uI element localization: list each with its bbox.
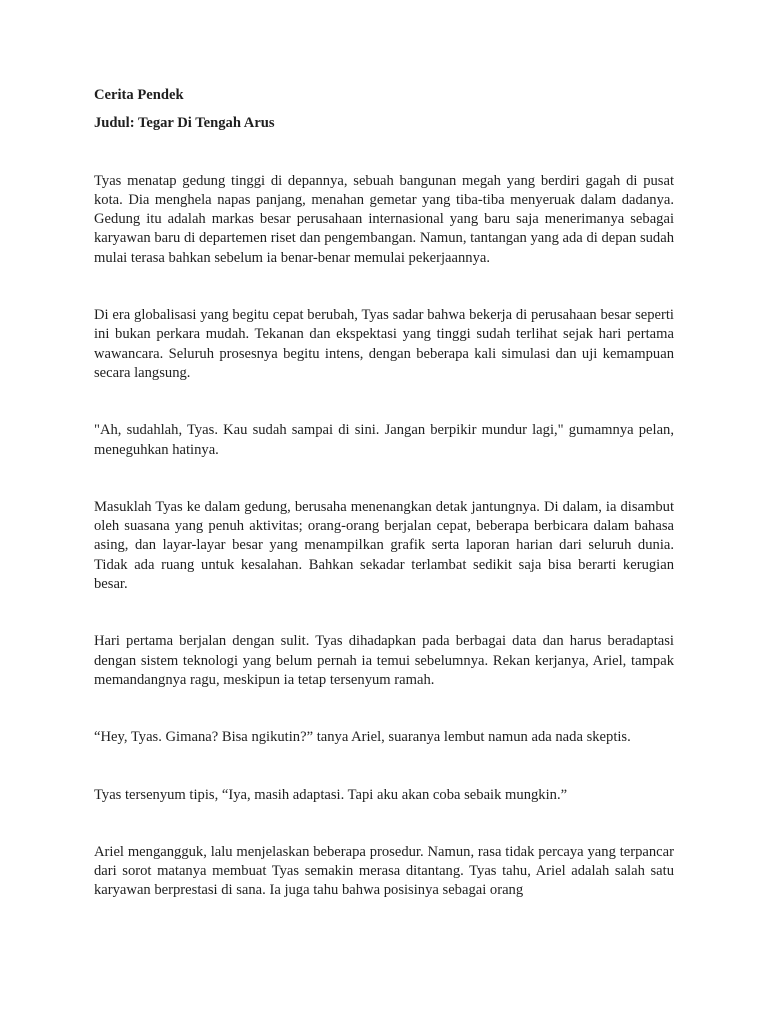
paragraph-6: “Hey, Tyas. Gimana? Bisa ngikutin?” tanya Ariel, suaranya lembut namun ada nada skeptis.: [94, 729, 631, 746]
paragraph-1: Tyas menatap gedung tinggi di depannya, sebuah bangunan megah yang berdiri gagah di pusat kota. Dia menghela napas panjang, menahan gemetar yang tiba-tiba menyeruak dalam dadanya. Gedung itu adalah markas besar perusahaan internasional yang baru saja menerimanya sebagai karyawan baru di departemen riset dan pengembangan. Namun, tantangan yang ada di depan sudah mulai terasa bahkan sebelum ia benar-benar memulai pekerjaannya.: [94, 172, 674, 266]
document-label: Cerita Pendek: [94, 87, 184, 103]
paragraph-7: Tyas tersenyum tipis, “Iya, masih adaptasi. Tapi aku akan coba sebaik mungkin.”: [94, 786, 568, 803]
paragraph-3: "Ah, sudahlah, Tyas. Kau sudah sampai di sini. Jangan berpikir mundur lagi," gumamnya pelan, meneguhkan hatinya.: [94, 422, 674, 458]
paragraph-5: Hari pertama berjalan dengan sulit. Tyas dihadapkan pada berbagai data dan harus beradaptasi dengan sistem teknologi yang belum pernah ia temui sebelumnya. Rekan kerjanya, Ariel, tampak memandangnya ragu, meskipun ia tetap tersenyum ramah.: [94, 633, 674, 688]
document-body: [94, 86, 674, 901]
paragraph-8: Ariel mengangguk, lalu menjelaskan beberapa prosedur. Namun, rasa tidak percaya yang terpancar dari sorot matanya membuat Tyas semakin merasa ditantang. Tyas tahu, Ariel adalah salah satu karyawan berprestasi di sana. Ia juga tahu bahwa posisinya sebagai orang: [94, 843, 674, 899]
story-title: Judul: Tegar Di Tengah Arus: [94, 115, 275, 132]
paragraph-2: Di era globalisasi yang begitu cepat berubah, Tyas sadar bahwa bekerja di perusahaan besar seperti ini bukan perkara mudah. Tekanan dan ekspektasi yang tinggi sudah terlihat sejak hari pertama wawancara. Seluruh prosesnya begitu intens, dengan beberapa kali simulasi dan uji kemampuan secara langsung.: [94, 307, 674, 381]
paragraph-4: Masuklah Tyas ke dalam gedung, berusaha menenangkan detak jantungnya. Di dalam, ia disambut oleh suasana yang penuh aktivitas; orang-orang berjalan cepat, beberapa berbicara dalam bahasa asing, dan layar-layar besar yang menampilkan grafik serta laporan harian dari seluruh dunia. Tidak ada ruang untuk kesalahan. Bahkan sekadar terlambat sedikit saja bisa berarti kerugian besar.: [94, 498, 674, 593]
